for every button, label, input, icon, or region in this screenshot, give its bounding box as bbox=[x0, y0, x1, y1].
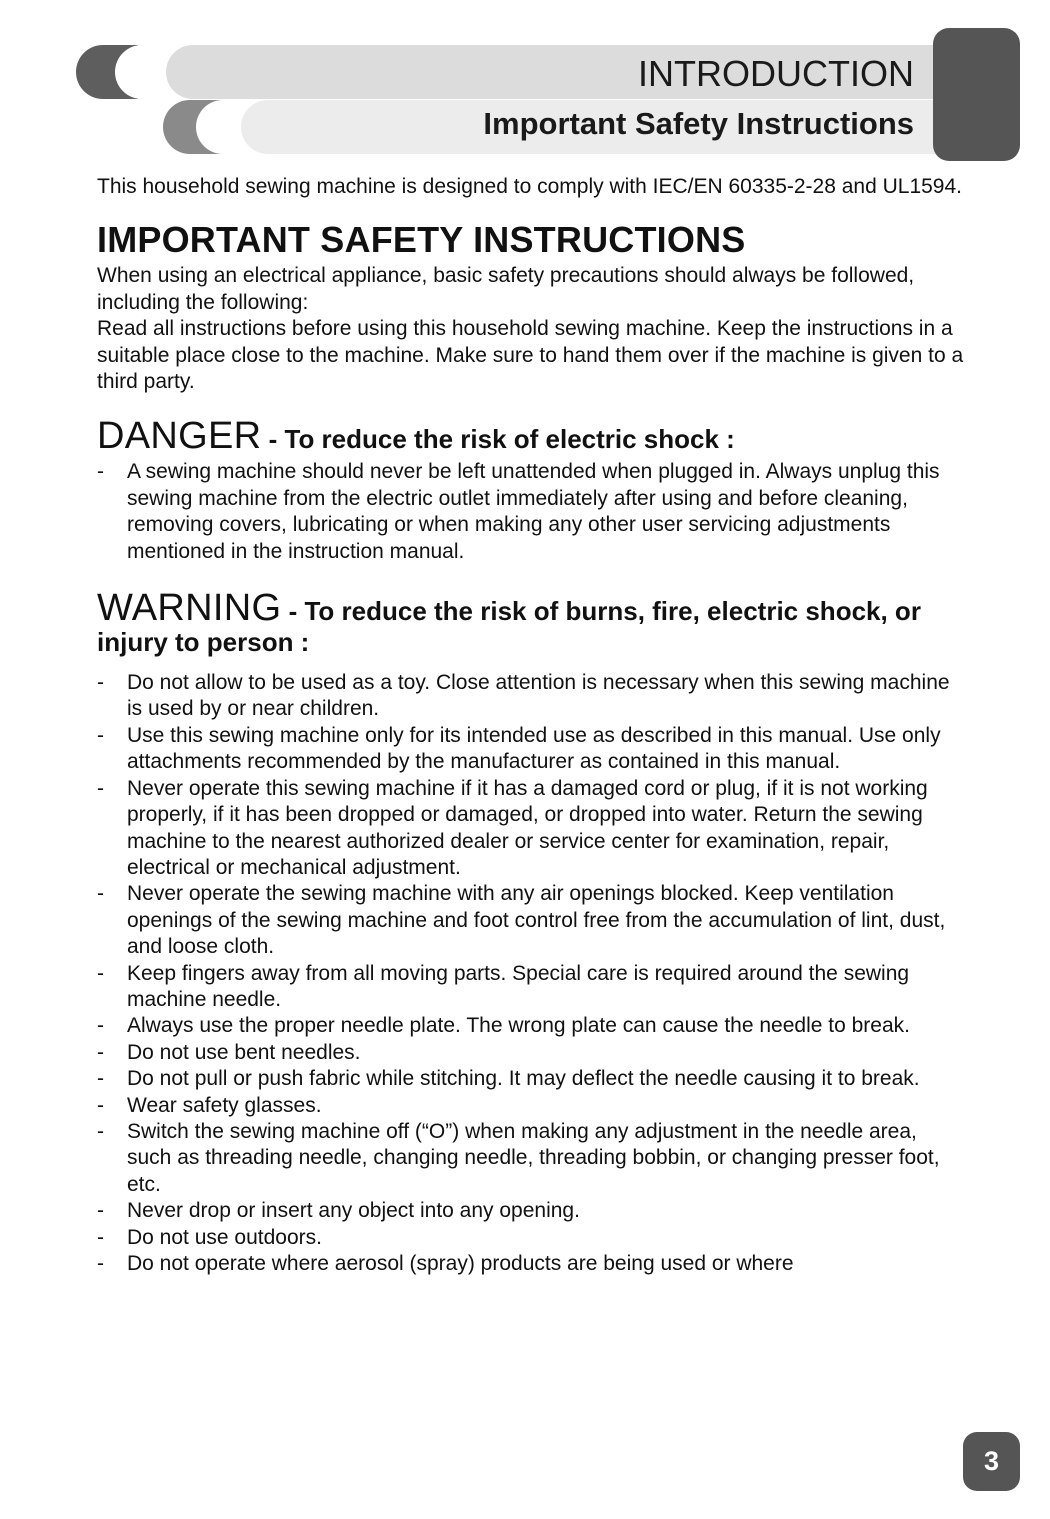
chapter-subtitle: Important Safety Instructions bbox=[483, 106, 914, 141]
list-item bbox=[97, 881, 967, 960]
list-item bbox=[97, 1198, 967, 1224]
list-item-text: Never operate this sewing machine if it has a damaged cord or plug, if it is not working properly, if it has been dropped or damaged, or dropped into water. Return the sewing machine to the nearest authorized dealer or service center for examination, repair, electrical or mechanical adjustment. bbox=[127, 776, 928, 879]
chapter-tab bbox=[933, 28, 1020, 161]
warning-list bbox=[97, 670, 967, 1277]
dash-bullet: - bbox=[97, 1093, 104, 1117]
list-item bbox=[97, 776, 967, 882]
danger-heading bbox=[97, 415, 967, 458]
list-item bbox=[97, 1093, 967, 1119]
dash-bullet: - bbox=[97, 961, 104, 985]
list-item-text: Never drop or insert any object into any opening. bbox=[127, 1199, 580, 1223]
list-item-text: Wear safety glasses. bbox=[127, 1093, 322, 1117]
dash-bullet: - bbox=[97, 1040, 104, 1064]
page-content bbox=[97, 174, 967, 1277]
list-item-text: Always use the proper needle plate. The wrong plate can cause the needle to break. bbox=[127, 1014, 910, 1038]
dash-bullet: - bbox=[97, 460, 104, 484]
list-item-text: A sewing machine should never be left unattended when plugged in. Always unplug this sewing machine from the electric outlet immediately after using and before cleaning, removing covers, lubricating or when making any other user servicing adjustments mentioned in the instruction manual. bbox=[127, 460, 940, 563]
list-item bbox=[97, 961, 967, 1014]
dash-bullet: - bbox=[97, 882, 104, 906]
list-item bbox=[97, 1251, 967, 1277]
list-item bbox=[97, 1119, 967, 1198]
dash-bullet: - bbox=[97, 723, 104, 747]
page-number: 3 bbox=[963, 1432, 1020, 1491]
list-item-text: Do not allow to be used as a toy. Close attention is necessary when this sewing machine is used by or near children. bbox=[127, 671, 950, 721]
dash-bullet: - bbox=[97, 1225, 104, 1249]
list-item bbox=[97, 459, 967, 565]
list-item bbox=[97, 1225, 967, 1251]
danger-label: DANGER bbox=[97, 415, 262, 458]
important-heading: IMPORTANT SAFETY INSTRUCTIONS bbox=[97, 219, 746, 261]
list-item-text: Do not pull or push fabric while stitching. It may deflect the needle causing it to break. bbox=[127, 1067, 920, 1091]
list-item bbox=[97, 723, 967, 776]
list-item bbox=[97, 1040, 967, 1066]
list-item-text: Switch the sewing machine off (“O”) when making any adjustment in the needle area, such as threading needle, changing needle, threading bobbin, or changing presser foot, etc. bbox=[127, 1119, 940, 1196]
dash-bullet: - bbox=[97, 1014, 104, 1038]
warning-heading-text: - To reduce the risk of burns, fire, electric shock, or injury to person : bbox=[97, 596, 921, 658]
danger-list bbox=[97, 459, 967, 565]
dash-bullet: - bbox=[97, 1119, 104, 1143]
important-paragraph-1: When using an electrical appliance, basic safety precautions should always be followed, including the following: bbox=[97, 264, 915, 314]
dash-bullet: - bbox=[97, 1067, 104, 1091]
list-item-text: Never operate the sewing machine with any air openings blocked. Keep ventilation openings of the sewing machine and foot control free from the accumulation of lint, dust, and loose cloth. bbox=[127, 882, 946, 959]
list-item-text: Do not use bent needles. bbox=[127, 1040, 361, 1064]
danger-heading-text: - To reduce the risk of electric shock : bbox=[261, 424, 735, 455]
important-paragraph-2: Read all instructions before using this household sewing machine. Keep the instructions in a suitable place close to the machine. Make sure to hand them over if the machine is given to a third party. bbox=[97, 317, 964, 394]
list-item-text: Keep fingers away from all moving parts. Special care is required around the sewing machine needle. bbox=[127, 961, 910, 1011]
chapter-title: INTRODUCTION bbox=[638, 53, 914, 94]
warning-heading bbox=[97, 587, 967, 658]
dash-bullet: - bbox=[97, 776, 104, 800]
warning-label: WARNING bbox=[97, 587, 282, 630]
list-item-text: Do not use outdoors. bbox=[127, 1225, 322, 1249]
dash-bullet: - bbox=[97, 671, 104, 695]
intro-paragraph: This household sewing machine is designed to comply with IEC/EN 60335-2-28 and UL1594. bbox=[97, 175, 962, 198]
list-item bbox=[97, 1066, 967, 1092]
list-item bbox=[97, 670, 967, 723]
list-item-text: Use this sewing machine only for its intended use as described in this manual. Use only attachments recommended by the manufacturer as contained in this manual. bbox=[127, 723, 941, 774]
dash-bullet: - bbox=[97, 1252, 104, 1275]
list-item-text: Do not operate where aerosol (spray) products are being used or where bbox=[127, 1252, 794, 1275]
dash-bullet: - bbox=[97, 1199, 104, 1223]
list-item bbox=[97, 1013, 967, 1039]
